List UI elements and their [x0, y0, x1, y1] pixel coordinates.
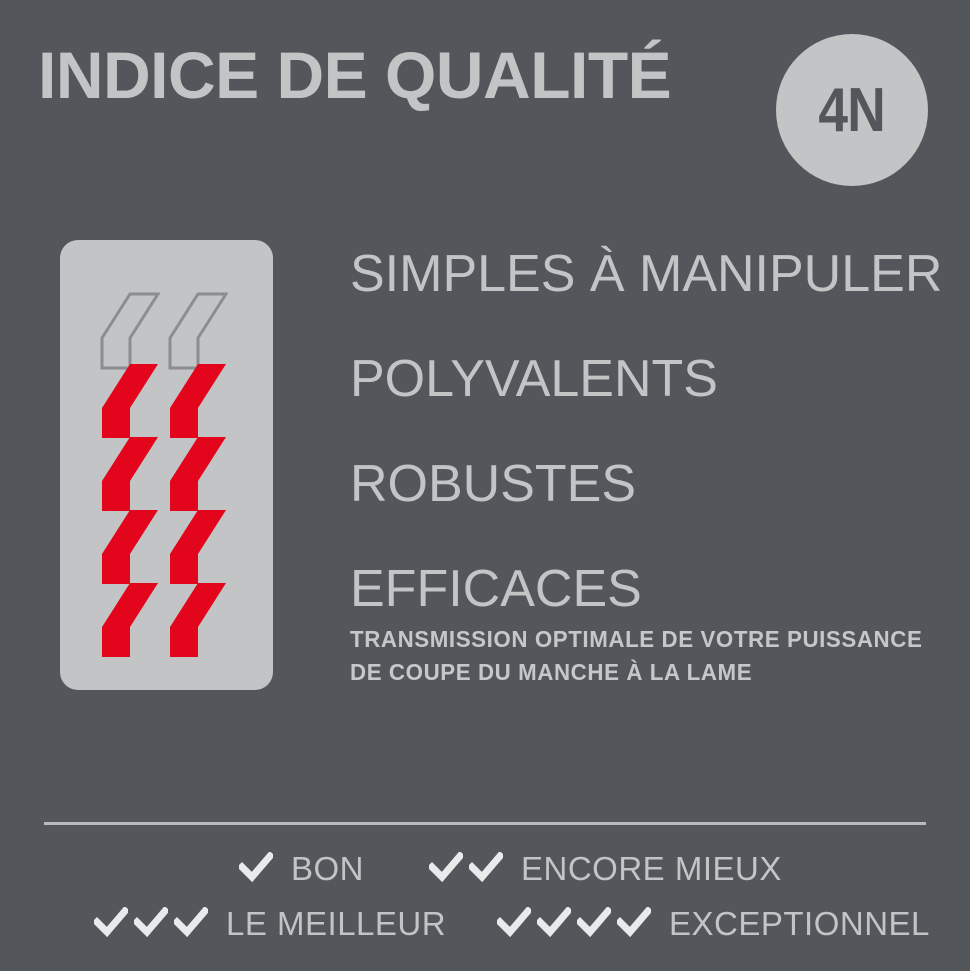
feature-item: EFFICACES: [350, 560, 642, 618]
legend-item: [94, 905, 446, 943]
legend: [44, 842, 940, 962]
header: [38, 34, 940, 164]
check-icon: [174, 907, 208, 942]
feature-item: ROBUSTES: [350, 455, 637, 513]
chevron-row-filled: [60, 581, 273, 659]
check-icon: [94, 907, 128, 942]
chevron-plate: [60, 240, 273, 690]
chevron-icon: [168, 581, 228, 659]
feature-list: [350, 245, 960, 690]
chevron-icon: [168, 508, 228, 586]
check-icon: [537, 907, 571, 942]
check-icon: [469, 852, 503, 887]
quality-badge: [776, 34, 928, 186]
chevron-icon: [100, 435, 160, 513]
chevron-icon: [100, 581, 160, 659]
legend-checks: [239, 852, 279, 887]
chevron-stack: [60, 240, 273, 690]
divider: [44, 822, 926, 825]
feature-subtext-line1: TRANSMISSION OPTIMALE DE VOTRE PUISSANCE: [350, 626, 923, 652]
feature-item: POLYVALENTS: [350, 350, 718, 408]
chevron-row-filled: [60, 362, 273, 440]
chevron-icon: [168, 292, 228, 370]
chevron-icon: [168, 435, 228, 513]
check-icon: [497, 907, 531, 942]
chevron-icon: [100, 292, 160, 370]
check-icon: [134, 907, 168, 942]
legend-item: [497, 905, 930, 943]
chevron-row-outline: [60, 292, 273, 370]
legend-item: [429, 850, 782, 888]
chevron-icon: [168, 362, 228, 440]
page-title: INDICE DE QUALITÉ: [38, 38, 672, 112]
legend-label: ENCORE MIEUX: [521, 850, 782, 887]
check-icon: [617, 907, 651, 942]
check-icon: [239, 852, 273, 887]
legend-checks: [497, 907, 657, 942]
legend-label: BON: [291, 850, 365, 887]
check-icon: [429, 852, 463, 887]
chevron-icon: [100, 362, 160, 440]
legend-label: LE MEILLEUR: [226, 905, 447, 942]
feature-subtext-line2: DE COUPE DU MANCHE À LA LAME: [350, 659, 753, 686]
legend-checks: [429, 852, 509, 887]
legend-item: [239, 850, 364, 888]
quality-badge-value: 4N: [818, 75, 886, 145]
chevron-row-filled: [60, 508, 273, 586]
legend-label: EXCEPTIONNEL: [669, 905, 930, 942]
check-icon: [577, 907, 611, 942]
feature-item: SIMPLES À MANIPULER: [350, 245, 943, 303]
chevron-row-filled: [60, 435, 273, 513]
legend-checks: [94, 907, 214, 942]
chevron-icon: [100, 508, 160, 586]
